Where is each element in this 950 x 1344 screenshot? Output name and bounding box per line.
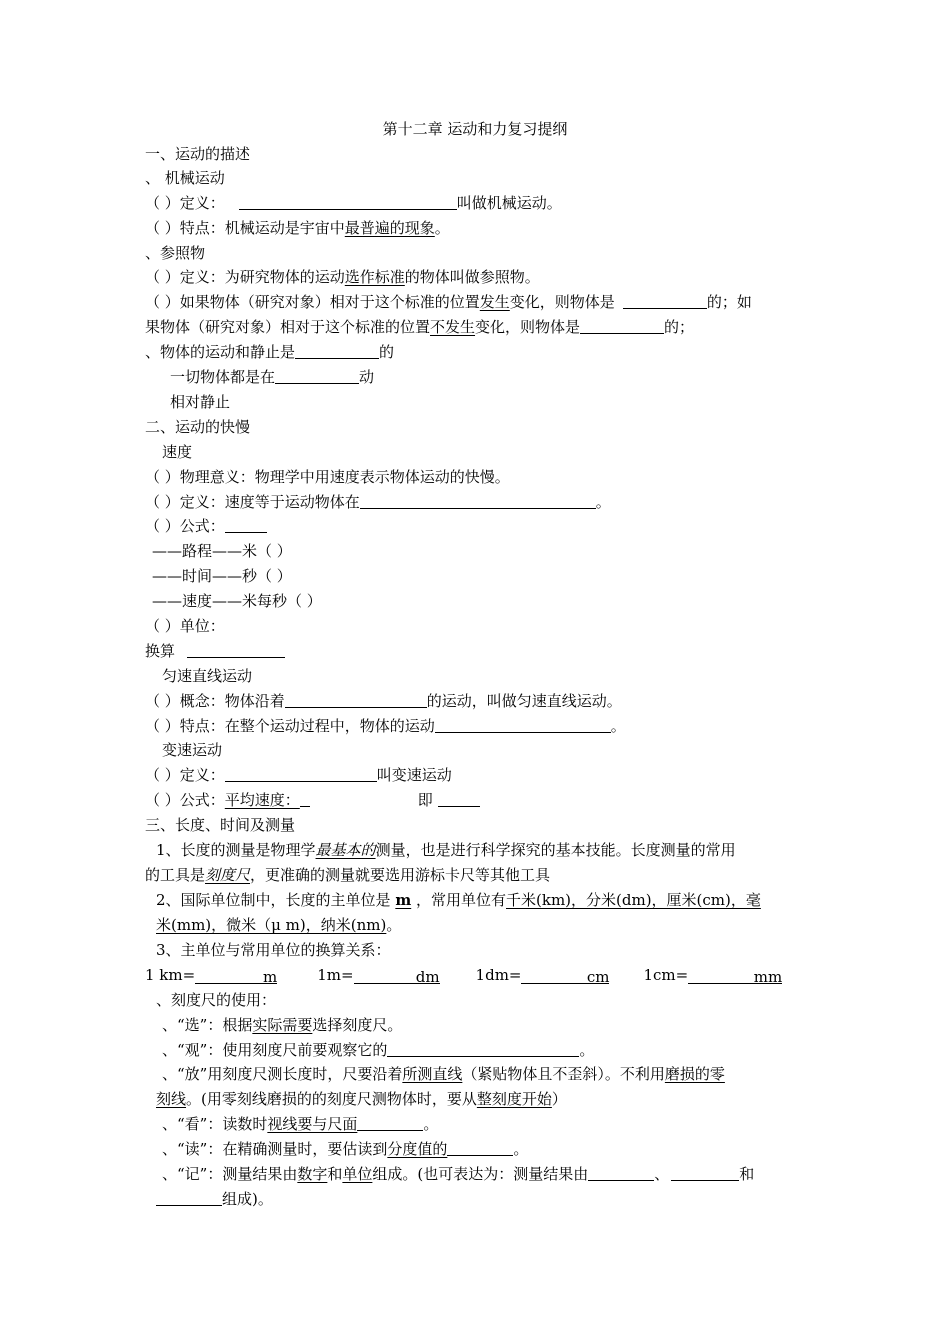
blank	[300, 790, 310, 807]
text-line: 1、长度的测量是物理学最基本的测量，也是进行科学探究的基本技能。长度测量的常用	[156, 841, 736, 859]
blank	[357, 1114, 423, 1131]
text-line: （ ）公式：平均速度： 即	[145, 790, 480, 810]
blank	[447, 1139, 513, 1156]
text-line: （ ）定义：为研究物体的运动选作标准的物体叫做参照物。	[145, 268, 540, 286]
blank	[187, 641, 285, 658]
text-line: 刻线。(用零刻线磨损的的刻度尺测物体时，要从整刻度开始）	[156, 1090, 567, 1108]
conversion-line: 1 km= m 1m= dm 1dm= cm 1cm= mm	[145, 966, 783, 986]
text-line: （ ）特点：机械运动是宇宙中最普遍的现象。	[145, 219, 450, 237]
blank	[588, 1164, 654, 1181]
blank	[360, 492, 596, 509]
blank: dm	[354, 967, 440, 984]
blank	[285, 691, 427, 708]
section-heading: 一、运动的描述	[145, 145, 251, 163]
page-title: 第十二章 运动和力复习提纲	[382, 120, 568, 138]
text-line: （ ）定义： 叫变速运动	[145, 766, 452, 784]
blank	[295, 342, 379, 359]
text-line: 、物体的运动和静止是 的	[145, 343, 395, 361]
text-line: 、“放”用刻度尺测长度时，尺要沿着所测直线（紧贴物体且不歪斜）。不利用磨损的零	[162, 1065, 725, 1083]
blank	[671, 1164, 739, 1181]
blank	[387, 1040, 579, 1057]
text-line: 3、主单位与常用单位的换算关系：	[156, 941, 391, 959]
text-line: 、“选”：根据实际需要选择刻度尺。	[162, 1016, 403, 1034]
blank: mm	[688, 967, 782, 984]
text-line: （ ）公式：	[145, 516, 267, 536]
blank: m	[195, 967, 277, 984]
blank	[225, 516, 267, 533]
text-line: （ ）特点：在整个运动过程中，物体的运动 。	[145, 717, 626, 735]
text-line: 果物体（研究对象）相对于这个标准的位置不发生变化，则物体是 的；	[145, 318, 695, 336]
text-line: （ ）单位：	[145, 617, 225, 635]
text-line: 换算	[145, 641, 285, 661]
text-line: 2、国际单位制中，长度的主单位是 m ，常用单位有千米(km)，分米(dm)，厘米(cm)，毫	[156, 891, 761, 909]
subheading: 、 机械运动	[145, 169, 225, 187]
text-line: 组成)。	[156, 1189, 273, 1209]
text-line: （ ）如果物体（研究对象）相对于这个标准的位置发生变化，则物体是 的；如	[145, 293, 752, 311]
subheading: 速度	[162, 443, 193, 461]
subheading: 变速运动	[162, 741, 223, 759]
text-line: 的工具是刻度尺，更准确的测量就要选用游标卡尺等其他工具	[145, 866, 551, 884]
blank	[239, 193, 457, 210]
section-heading: 二、运动的快慢	[145, 418, 251, 436]
text-line: 米(mm)，微米（μ m)，纳米(nm)。	[156, 916, 402, 934]
blank	[580, 317, 664, 334]
blank	[156, 1189, 222, 1206]
text-line: 、“观”：使用刻度尺前要观察它的 。	[162, 1041, 595, 1059]
text-line: ——时间——秒（ ）	[152, 567, 292, 585]
text-line: （ ）定义： 叫做机械运动。	[145, 194, 562, 212]
blank	[435, 716, 611, 733]
text-line: 相对静止	[170, 393, 231, 411]
text-line: 一切物体都是在 动	[170, 368, 375, 386]
text-line: （ ）物理意义：物理学中用速度表示物体运动的快慢。	[145, 468, 510, 486]
text-line: 、“看”：读数时视线要与尺面 。	[162, 1115, 439, 1133]
blank	[225, 765, 377, 782]
text-line: 、“读”：在精确测量时，要估读到分度值的 。	[162, 1140, 529, 1158]
blank	[275, 367, 359, 384]
text-line: ——路程——米（ ）	[152, 542, 292, 560]
blank	[623, 292, 707, 309]
blank: cm	[521, 967, 609, 984]
text-line: （ ）概念：物体沿着 的运动，叫做匀速直线运动。	[145, 692, 622, 710]
subheading: 、刻度尺的使用：	[156, 991, 277, 1009]
text-line: ——速度——米每秒（ ）	[152, 592, 322, 610]
text-line: 、“记”：测量结果由数字和单位组成。(也可表达为：测量结果由 、 和	[162, 1165, 755, 1183]
subheading: 、参照物	[145, 244, 206, 262]
subheading: 匀速直线运动	[162, 667, 253, 685]
text-line: （ ）定义：速度等于运动物体在 。	[145, 493, 611, 511]
section-heading: 三、长度、时间及测量	[145, 816, 296, 834]
blank	[438, 790, 480, 807]
